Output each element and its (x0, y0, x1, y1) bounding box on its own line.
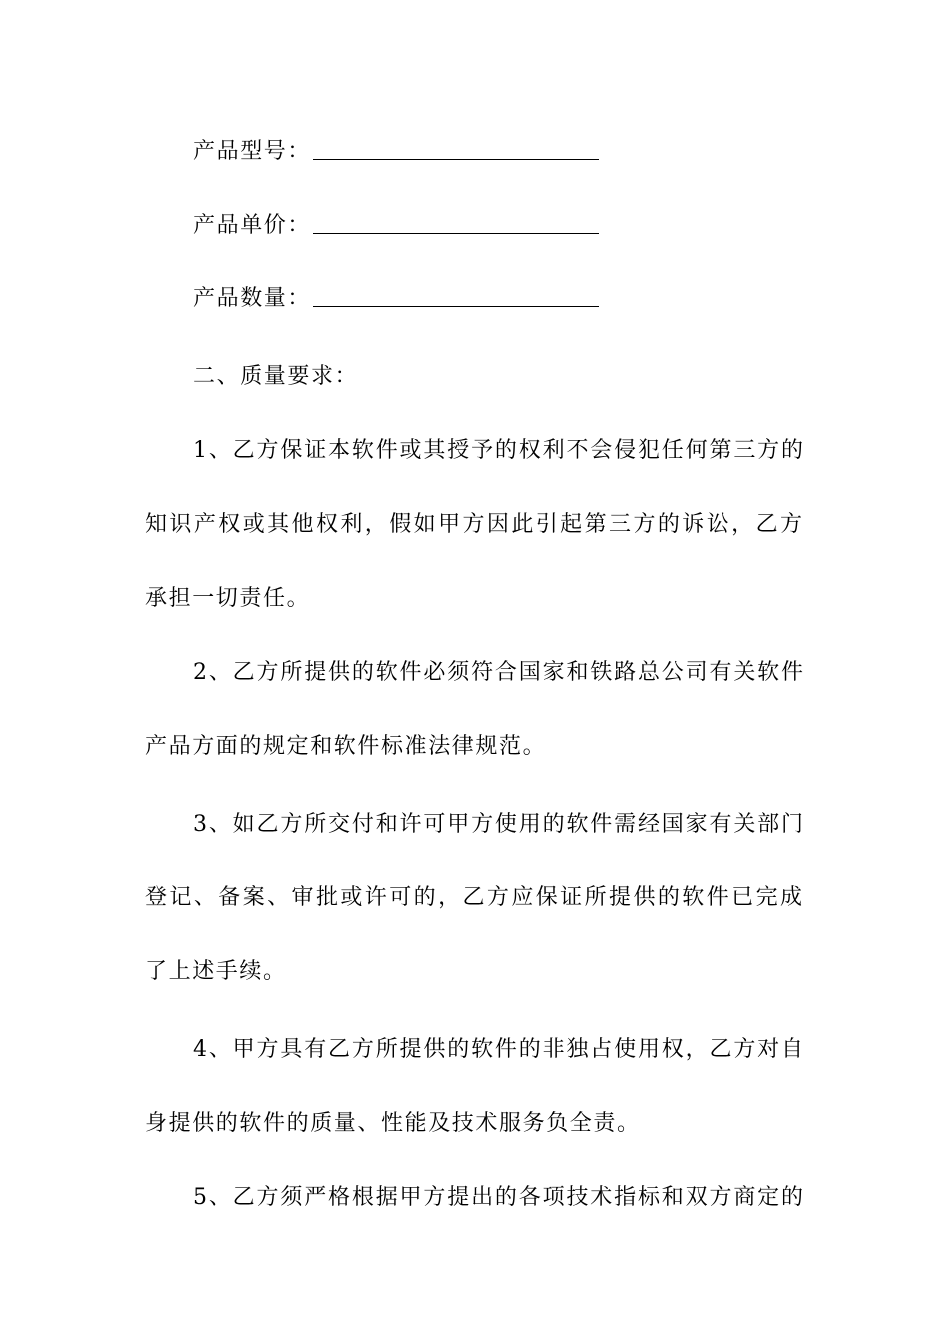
paragraph-line: 5、乙方须严格根据甲方提出的各项技术指标和双方商定的 (193, 1185, 803, 1210)
paragraph-line: 身提供的软件的质量、性能及技术服务负全责。 (145, 1111, 641, 1136)
fill-in-blank (313, 137, 599, 160)
field-label: 产品型号： (193, 139, 312, 164)
paragraph-line: 登记、备案、审批或许可的，乙方应保证所提供的软件已完成 (145, 885, 802, 910)
paragraph-line: 了上述手续。 (145, 959, 287, 984)
field-label: 产品单价： (193, 213, 312, 238)
fill-in-blank (313, 211, 599, 234)
paragraph-line: 知识产权或其他权利，假如甲方因此引起第三方的诉讼，乙方 (145, 512, 802, 537)
product-price-field (193, 211, 950, 241)
paragraph-line: 产品方面的规定和软件标准法律规范。 (145, 734, 547, 759)
field-label: 产品数量： (193, 286, 312, 311)
product-model-field (193, 137, 950, 167)
paragraph-line: 1、乙方保证本软件或其授予的权利不会侵犯任何第三方的 (193, 438, 803, 463)
paragraph-line: 承担一切责任。 (145, 586, 311, 611)
section-heading: 二、质量要求： (193, 364, 359, 389)
fill-in-blank (313, 284, 599, 307)
paragraph-line: 4、甲方具有乙方所提供的软件的非独占使用权，乙方对自 (193, 1037, 803, 1062)
paragraph-line: 2、乙方所提供的软件必须符合国家和铁路总公司有关软件 (193, 660, 803, 685)
paragraph-line: 3、如乙方所交付和许可甲方使用的软件需经国家有关部门 (193, 812, 803, 837)
product-quantity-field (193, 284, 950, 314)
